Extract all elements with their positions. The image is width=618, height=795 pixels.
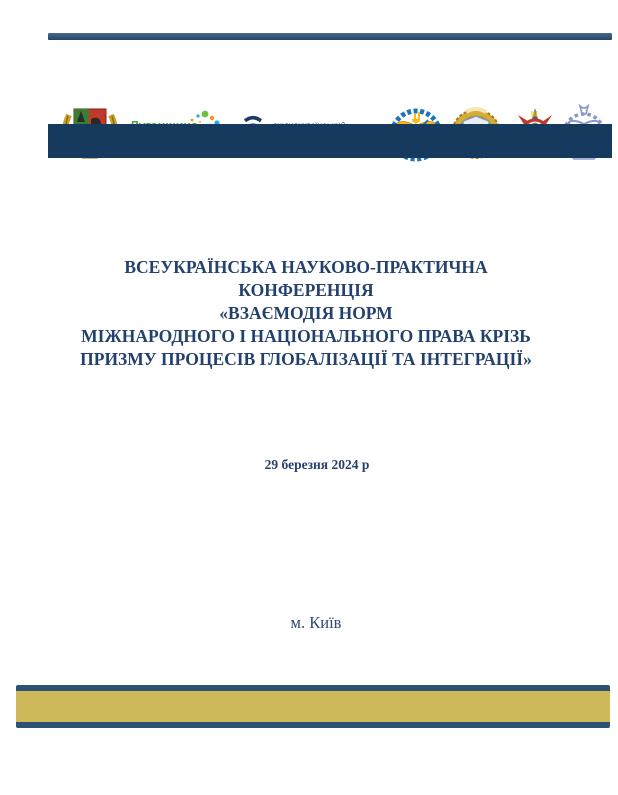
title-line-2: КОНФЕРЕНЦІЯ <box>238 280 374 300</box>
logos-row <box>0 50 618 120</box>
conference-city: м. Київ <box>290 613 342 632</box>
title-line-4: МІЖНАРОДНОГО І НАЦІОНАЛЬНОГО ПРАВА КРІЗЬ <box>81 326 531 346</box>
conference-date: 29 березня 2024 р <box>264 457 370 472</box>
navy-banner <box>48 124 612 158</box>
conference-title <box>12 256 600 371</box>
top-rule <box>48 33 612 40</box>
title-line-3: «ВЗАЄМОДІЯ НОРМ <box>219 303 393 323</box>
title-line-1: ВСЕУКРАЇНСЬКА НАУКОВО-ПРАКТИЧНА <box>124 257 488 277</box>
title-line-5: ПРИЗМУ ПРОЦЕСІВ ГЛОБАЛІЗАЦІЇ ТА ІНТЕГРАЦІЇ» <box>80 349 532 369</box>
flag-band <box>16 685 610 728</box>
